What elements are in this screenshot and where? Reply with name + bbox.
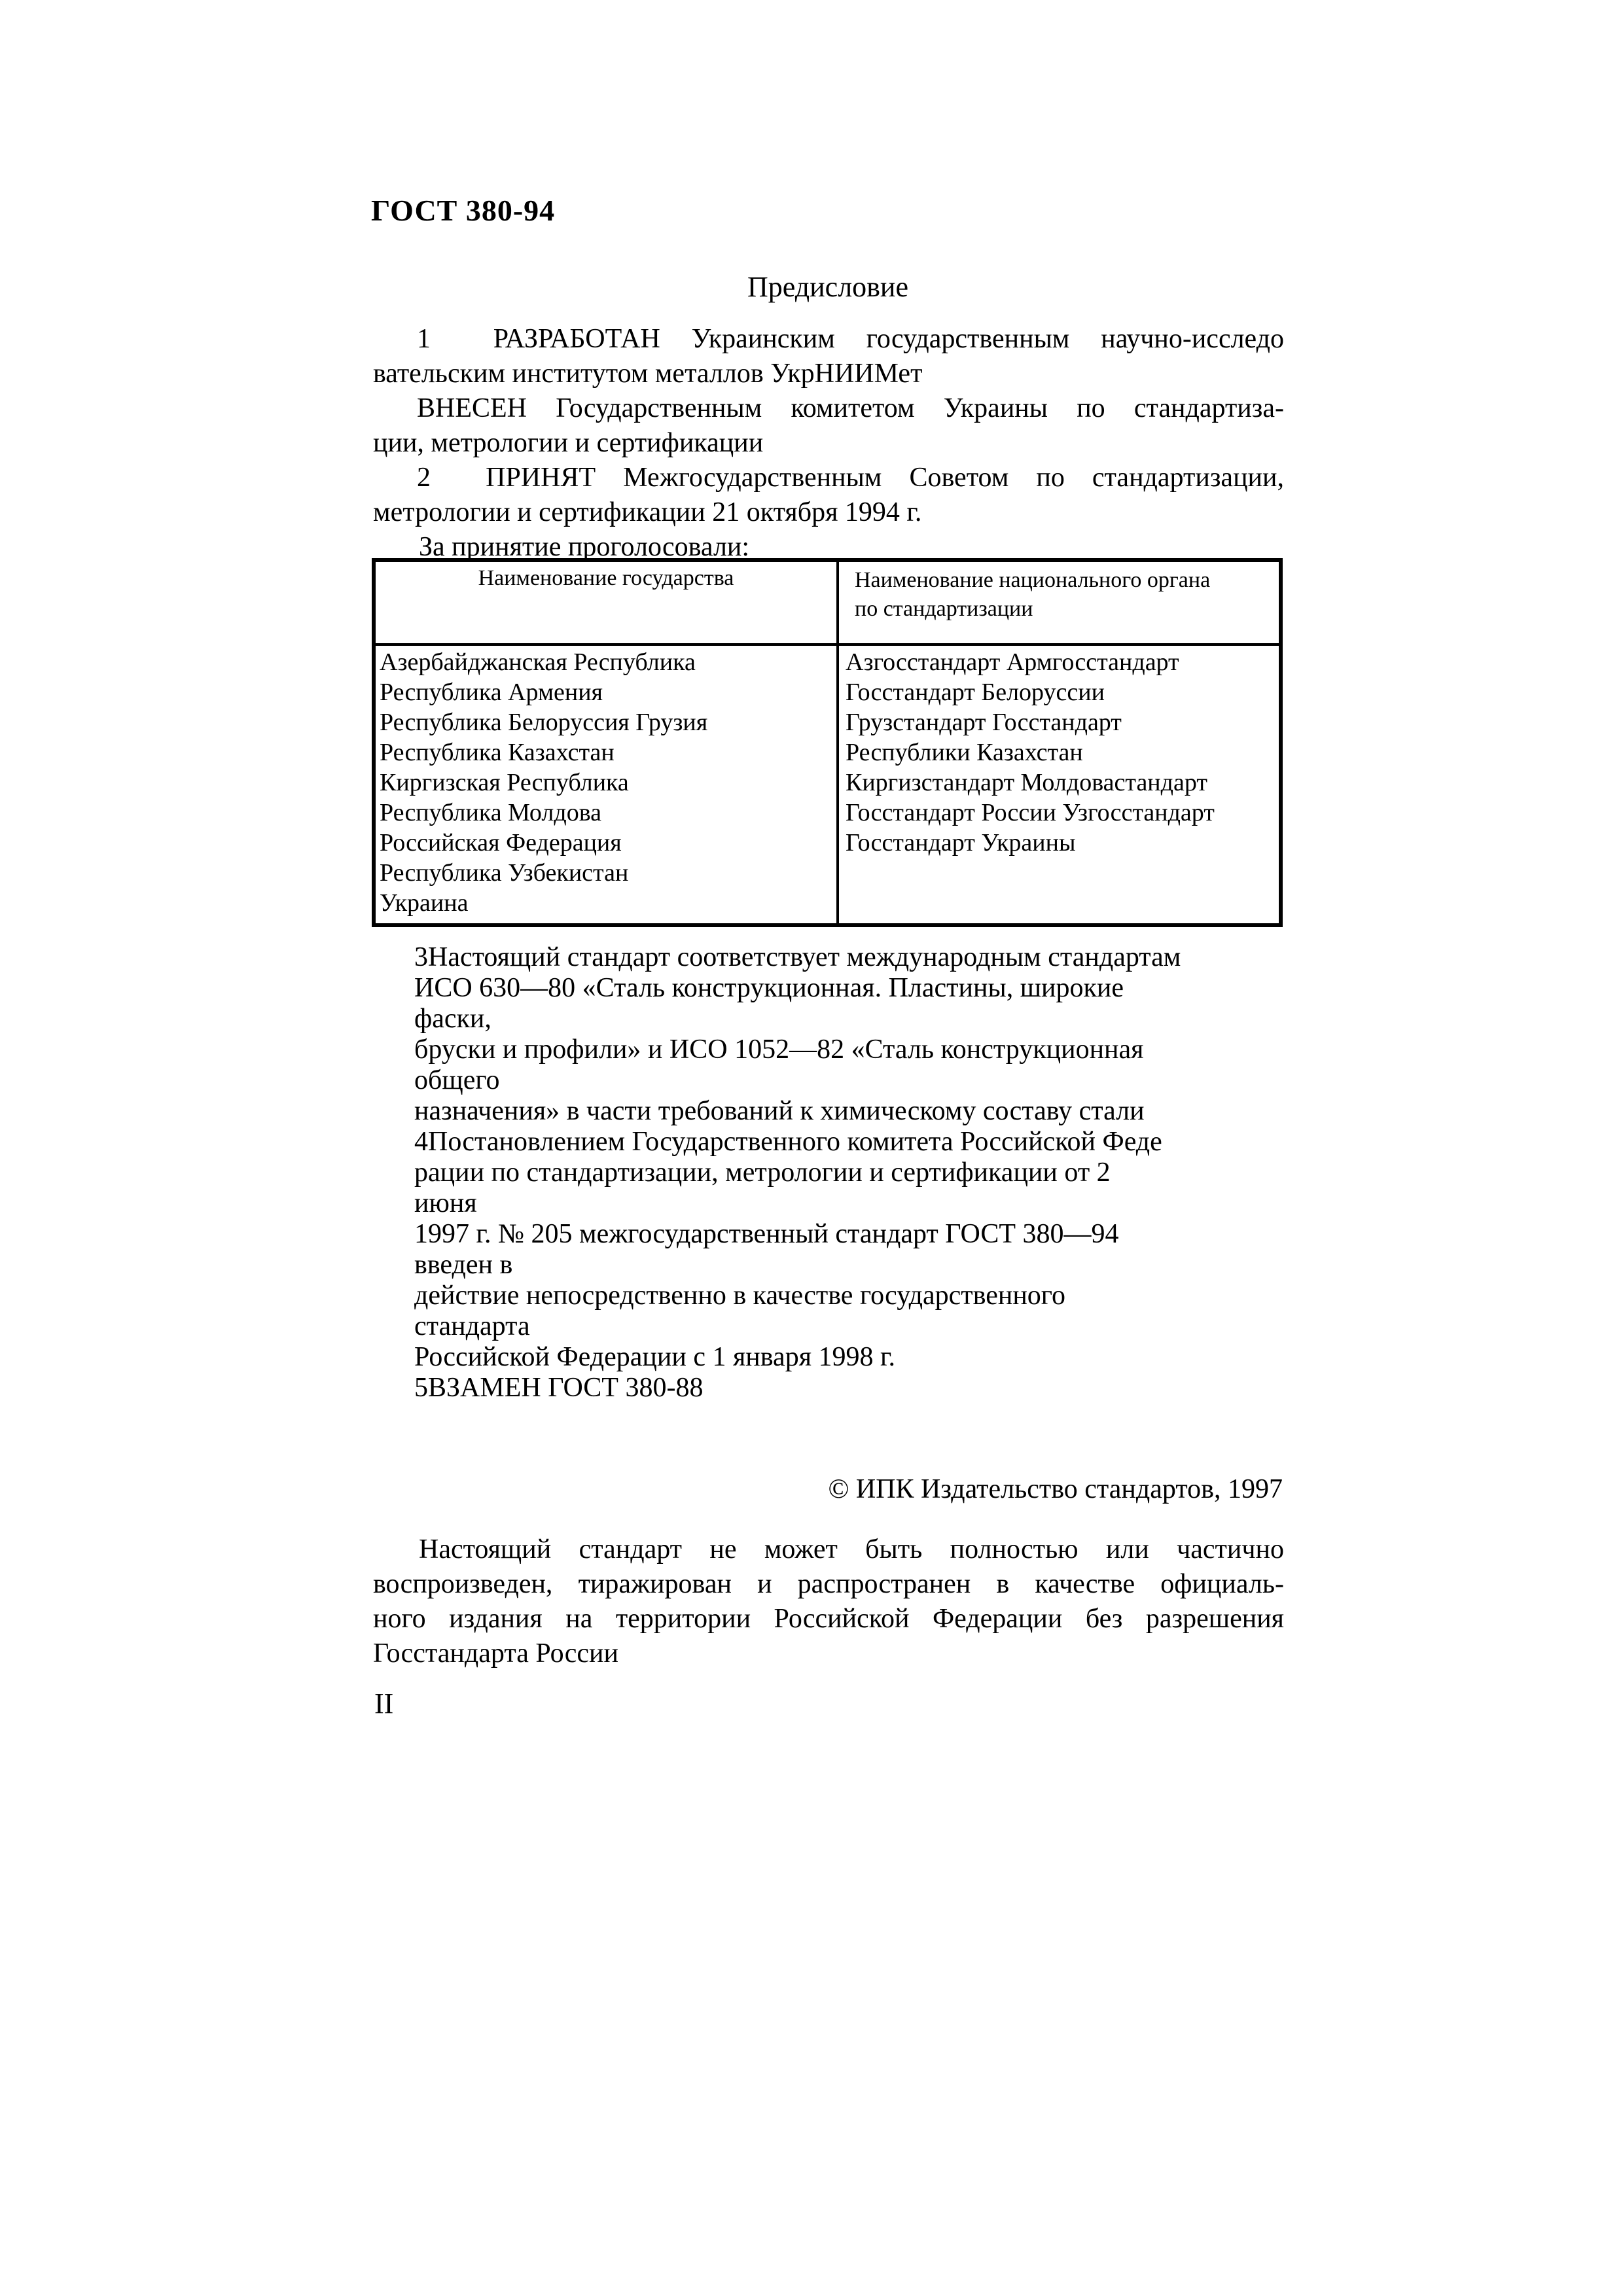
vote-table-header xyxy=(374,560,1281,645)
national-bodies-cell xyxy=(838,645,1281,925)
vote-table-body xyxy=(374,645,1281,925)
text-line: 3Настоящий стандарт соответствует международным стандартам xyxy=(414,942,1181,972)
text-line: Республика Казахстан xyxy=(380,739,615,766)
paragraph-submitted-by xyxy=(373,391,1284,461)
text-line: Республика Белоруссия Грузия xyxy=(380,709,708,736)
text-line: Наименование национального органа xyxy=(855,568,1211,592)
text-line: вательским институтом металлов УкрНИИМет xyxy=(373,359,923,389)
table-header-row xyxy=(374,560,1281,645)
legal-notice xyxy=(373,1532,1284,1671)
copyright-line: © ИПК Издательство стандартов, 1997 xyxy=(828,1474,1283,1504)
text-line: Госстандарт России Узгосстандарт xyxy=(846,799,1215,826)
text-line: общего xyxy=(414,1065,500,1095)
text-line: 2 ПРИНЯТ Межгосударственным Советом по стандартизации, xyxy=(417,463,1284,493)
text-line: Госстандарт Украины xyxy=(846,829,1076,857)
text-line: Республика Армения xyxy=(380,679,603,706)
text-line: 1997 г. № 205 межгосударственный стандарт ГОСТ 380—94 xyxy=(414,1219,1119,1249)
text-line: метрологии и сертификации 21 октября 1994 г. xyxy=(373,497,922,527)
text-line: действие непосредственно в качестве государственного xyxy=(414,1280,1065,1311)
text-line: 4Постановлением Государственного комитета Российской Феде xyxy=(414,1127,1162,1157)
text-line: Киргизская Республика xyxy=(380,769,629,796)
page-number: II xyxy=(374,1687,394,1720)
text-line: 5ВЗАМЕН ГОСТ 380-88 xyxy=(414,1373,704,1403)
text-line: Украина xyxy=(380,889,469,917)
table-body-row xyxy=(374,645,1281,925)
text-line: Киргизстандарт Молдовастандарт xyxy=(846,769,1207,796)
text-line: ИСО 630—80 «Сталь конструкционная. Пластины, широкие xyxy=(414,973,1124,1003)
page-title: Предисловие xyxy=(747,271,908,303)
text-line: Республика Молдова xyxy=(380,799,602,826)
text-line: Грузстандарт Госстандарт xyxy=(846,709,1122,736)
text-line: Республика Узбекистан xyxy=(380,859,629,887)
text-line: Госстандарт Белоруссии xyxy=(846,679,1105,706)
column-header-state-name: Наименование государства xyxy=(374,560,838,645)
text-line: Настоящий стандарт не может быть полностью или частично xyxy=(419,1534,1284,1564)
text-line: ВНЕСЕН Государственным комитетом Украины по стандартиза- xyxy=(417,393,1284,423)
paragraph-developed-by xyxy=(373,322,1284,391)
text-line: 1 РАЗРАБОТАН Украинским государственным научно-исследо xyxy=(417,324,1284,354)
text-line: Госстандарта России xyxy=(373,1638,618,1669)
text-line: ции, метрологии и сертификации xyxy=(373,428,764,458)
state-names-cell xyxy=(374,645,838,925)
text-line: ного издания на территории Российской Федерации без разрешения xyxy=(373,1604,1284,1634)
text-line: июня xyxy=(414,1188,477,1218)
paragraph-adopted-by xyxy=(373,461,1284,530)
text-line: введен в xyxy=(414,1250,513,1280)
text-line: Российской Федерации с 1 января 1998 г. xyxy=(414,1342,895,1372)
text-line: бруски и профили» и ИСО 1052—82 «Сталь конструкционная xyxy=(414,1034,1144,1065)
standards-correspondence-section xyxy=(414,942,1285,1404)
text-line: Российская Федерация xyxy=(380,829,622,857)
text-line: рации по стандартизации, метрологии и сертификации от 2 xyxy=(414,1157,1111,1188)
text-line: по стандартизации xyxy=(855,597,1033,621)
text-line: Азербайджанская Республика xyxy=(380,648,696,676)
intro-section xyxy=(373,322,1284,565)
text-line: стандарта xyxy=(414,1311,530,1341)
text-line: Республики Казахстан xyxy=(846,739,1083,766)
vote-table xyxy=(372,558,1283,927)
text-line: фаски, xyxy=(414,1004,491,1034)
text-line: назначения» в части требований к химическому составу стали xyxy=(414,1096,1145,1126)
column-header-national-body xyxy=(838,560,1281,645)
standard-code: ГОСТ 380-94 xyxy=(371,194,556,227)
vote-intro-line: За принятие проголосовали: xyxy=(419,532,750,562)
text-line: воспроизведен, тиражирован и распространен в качестве официаль- xyxy=(373,1569,1284,1599)
text-line: Азгосстандарт Армгосстандарт xyxy=(846,648,1179,676)
